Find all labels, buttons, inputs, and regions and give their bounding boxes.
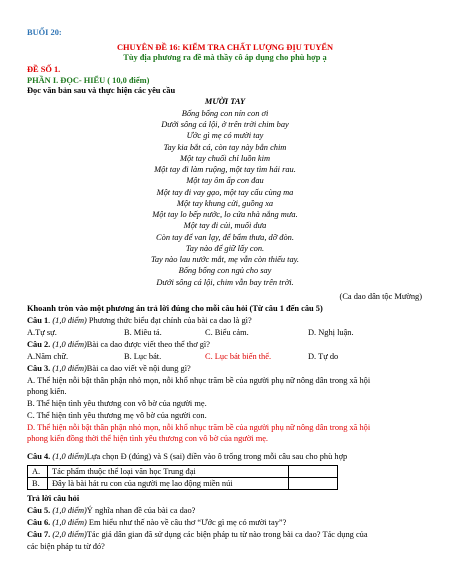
poem-line: Bống bống con nín con ơi	[181, 109, 269, 118]
q4-text: Lựa chọn Đ (đúng) và S (sai) điền vào ô trống trong mỗi câu sau cho phù hợp	[86, 452, 348, 461]
poem-line: Bống bống con ngủ cho say	[178, 266, 272, 275]
q6-score: (1,0 điểm)	[50, 518, 87, 527]
question-7	[27, 530, 368, 540]
q3-option-c[interactable]: C. Thể hiện tình yêu thương mẹ vô bờ của người con.	[27, 411, 207, 420]
question-7-cont: các biện pháp tu từ đó?	[27, 542, 105, 551]
question-3	[27, 364, 191, 374]
poem-title: MƯỜI TAY	[204, 97, 246, 106]
answer-cell[interactable]	[289, 466, 338, 478]
answer-heading: Trả lời câu hỏi	[27, 494, 80, 503]
poem-line: Một tay lo bếp nước, lo cửa nhà nắng mưa.	[152, 210, 298, 219]
q3-text: Bài ca dao viết về nội dung gì?	[86, 364, 191, 373]
poem-line: Tay nào lau nước mắt, mẹ vẫn còn thiếu tay.	[150, 255, 300, 264]
poem-line: Một tay đi làm ruộng, một tay tìm hái rau.	[154, 165, 296, 174]
q1-option-d[interactable]: D. Nghị luận.	[308, 328, 354, 337]
q1-option-b[interactable]: B. Miêu tả.	[124, 328, 162, 337]
poem-line: Một tay ôm ấp con đau	[186, 176, 264, 185]
question-4	[27, 452, 347, 462]
q3-option-d-cont: phong kiến đồng thời thể hiện tình yêu thương con vô bờ của người mẹ.	[27, 434, 269, 443]
question-5	[27, 506, 195, 516]
q2-text: Bài ca dao được viết theo thể thơ gì?	[86, 340, 210, 349]
q5-score: (1,0 điểm)	[50, 506, 87, 515]
q3-option-b[interactable]: B. Thể hiện tình yêu thương con vô bờ của người mẹ.	[27, 399, 207, 408]
q7-score: (2,0 điểm)	[50, 530, 87, 539]
q2-score: (1,0 điểm)	[50, 340, 87, 349]
poem-line: Còn tay để van lạy, để bẩm thưa, dỡ đòn.	[156, 233, 294, 242]
topic-title: CHUYÊN ĐỀ 16: KIỂM TRA CHẤT LƯỢNG ĐỊU TUYỂN	[116, 43, 334, 52]
table-row	[28, 466, 338, 478]
instruction: Đọc văn bản sau và thực hiện các yêu cầu	[27, 86, 176, 95]
q3-label: Câu 3.	[27, 364, 51, 373]
session-label: BUỔI 20:	[27, 28, 62, 37]
question-6	[27, 518, 286, 528]
q3-score: (1,0 điểm)	[50, 364, 87, 373]
poem-line: Một tay khung cửi, guồng xa	[176, 199, 274, 208]
q1-option-a[interactable]: A.Tự sự.	[27, 328, 57, 337]
poem-source: (Ca dao dân tộc Mường)	[339, 292, 422, 301]
row-key: A.	[28, 466, 48, 478]
q2-option-a[interactable]: A.Năm chữ.	[27, 352, 69, 361]
q2-label: Câu 2.	[27, 340, 51, 349]
q1-score: . (1,0 điểm)	[48, 316, 87, 325]
q4-label: Câu 4.	[27, 452, 51, 461]
section-heading: PHẦN I. ĐỌC- HIỂU ( 10,0 điểm)	[27, 76, 150, 85]
q3-option-a[interactable]: A. Thể hiện nỗi bật thân phận nhỏ mọn, nỗi khổ nhục trăm bề của người phụ nữ nông dân trong xã hội	[27, 376, 371, 385]
q2-option-b[interactable]: B. Lục bát.	[124, 352, 162, 361]
question-2	[27, 340, 210, 350]
exam-number: ĐỀ SỐ 1.	[27, 65, 61, 74]
mc-instruction: Khoanh tròn vào một phương án trả lời đúng cho mỗi câu hỏi (Từ câu 1 đến câu 5)	[27, 304, 323, 313]
true-false-table	[27, 465, 338, 490]
poem-line: Một tay chuối chỉ luồn kim	[179, 154, 270, 163]
q2-option-c[interactable]: C. Lục bát biến thể.	[205, 352, 272, 361]
poem-line: Tay kia bắt cá, còn tay này bắn chim	[163, 143, 287, 152]
poem-line: Dưới sông cá lội, ở trên trời chim bay	[161, 120, 289, 129]
row-statement: Đây là bài hát ru con của người mẹ lao động miền núi	[48, 478, 289, 490]
q1-text: Phương thức biểu đạt chính của bài ca dao là gì?	[86, 316, 252, 325]
q3-option-d[interactable]: D. Thể hiện nỗi bật thân phận nhỏ mọn, nỗi khổ nhục trăm bề của người phụ nữ nông dân trong xã hội	[27, 423, 371, 432]
q6-label: Câu 6.	[27, 518, 51, 527]
poem-line: Một tay đi vay gạo, một tay cấu cùng ma	[156, 188, 294, 197]
q5-text: Ý nghĩa nhan đề của bài ca dao?	[86, 506, 196, 515]
q7-text: Tác giả dân gian đã sử dụng các biện pháp tu từ nào trong bài ca dao? Tác dụng của	[86, 530, 368, 539]
row-statement: Tác phẩm thuộc thể loại văn học Trung đại	[48, 466, 289, 478]
q3-option-a-cont: phong kiến.	[27, 387, 67, 396]
q1-option-c[interactable]: C. Biểu cảm.	[205, 328, 249, 337]
q5-label: Câu 5.	[27, 506, 51, 515]
question-1	[27, 316, 252, 326]
poem-line: Một tay đi củi, muối dưa	[183, 221, 267, 230]
q7-label: Câu 7.	[27, 530, 51, 539]
q6-text: Em hiểu như thế nào về câu thơ “Ước gì mẹ có mười tay”?	[86, 518, 287, 527]
poem-line: Dưới sông cá lội, chim vẫn bay trên trời.	[156, 278, 294, 287]
table-row	[28, 478, 338, 490]
q4-score: (1,0 điểm)	[50, 452, 87, 461]
row-key: B.	[28, 478, 48, 490]
q1-label: Câu 1	[27, 316, 49, 325]
q2-option-d[interactable]: D. Tự do	[308, 352, 339, 361]
poem-line: Ước gì mẹ có mười tay	[186, 131, 264, 140]
subtitle: Tùy địa phương ra đề mà thầy cô áp dụng cho phù hợp ạ	[123, 53, 327, 62]
poem-line: Tay nào để giữ lấy con.	[185, 244, 265, 253]
answer-cell[interactable]	[289, 478, 338, 490]
